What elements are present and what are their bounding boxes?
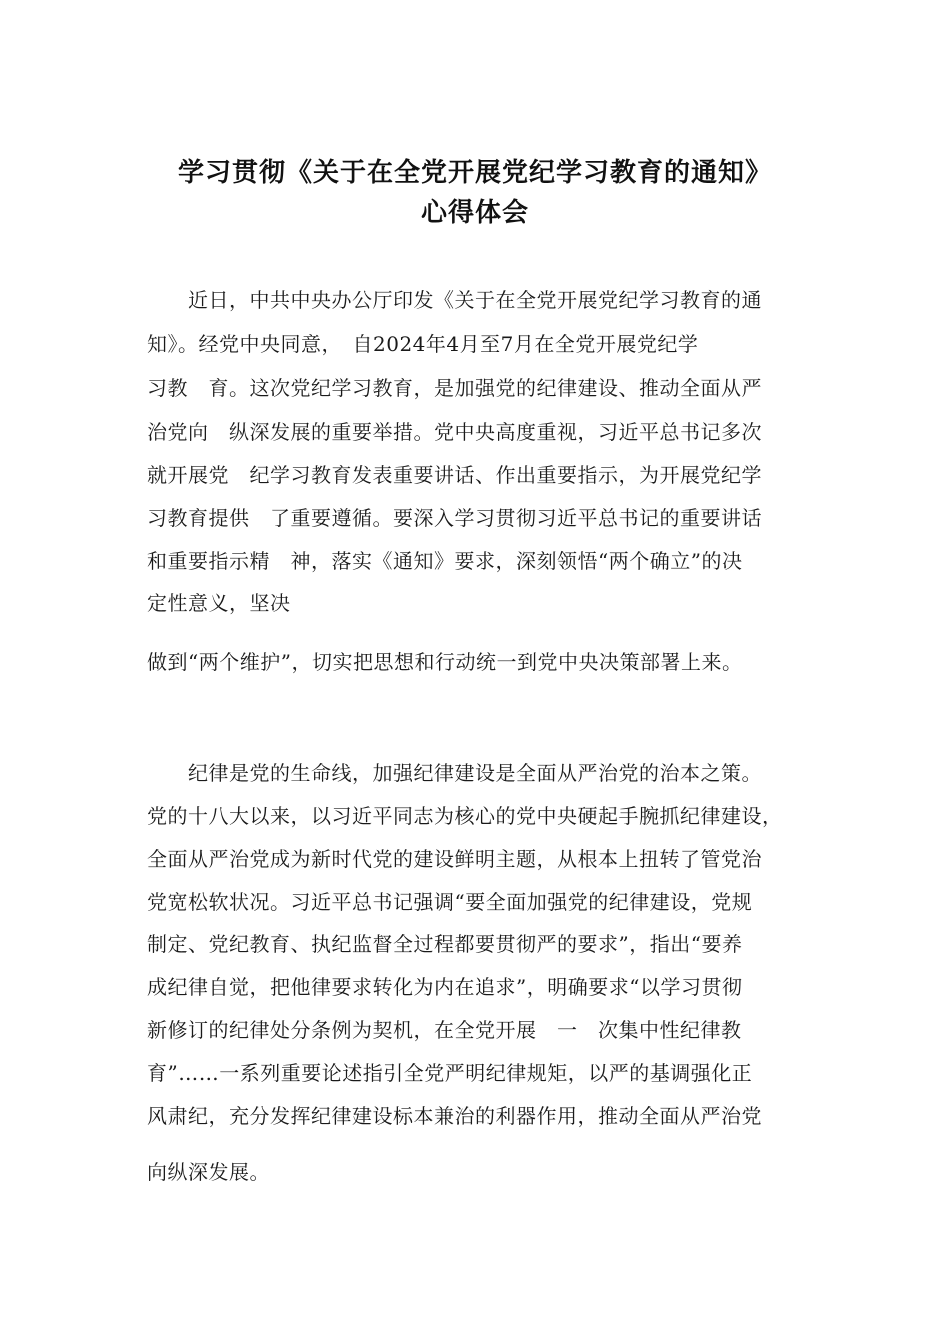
paragraph-line: 习教育提供 了重要遵循。要深入学习贯彻习近平总书记的重要讲话 <box>147 506 762 530</box>
paragraph-line: 定性意义，坚决 <box>147 591 291 615</box>
paragraph-line: 育”……一系列重要论述指引全党严明纪律规矩，以严的基调强化正 <box>147 1061 753 1085</box>
paragraph-line: 成纪律自觉，把他律要求转化为内在追求”，明确要求“以学习贯彻 <box>147 975 743 999</box>
document-title-line-1: 学习贯彻《关于在全党开展党纪学习教育的通知》 <box>177 158 772 188</box>
paragraph-line: 习教 育。这次党纪学习教育，是加强党的纪律建设、推动全面从严 <box>147 376 762 400</box>
paragraph-line: 向纵深发展。 <box>147 1160 270 1184</box>
paragraph-line: 风肃纪，充分发挥纪律建设标本兼治的利器作用，推动全面从严治党 <box>147 1104 762 1128</box>
paragraph-line: 制定、党纪教育、执纪监督全过程都要贯彻严的要求”，指出“要养 <box>147 932 743 956</box>
paragraph-line: 新修订的纪律处分条例为契机，在全党开展 一 次集中性纪律教 <box>147 1018 742 1042</box>
paragraph-line: 纪律是党的生命线，加强纪律建设是全面从严治党的治本之策。 <box>147 761 762 785</box>
paragraph-line: 党的十八大以来，以习近平同志为核心的党中央硬起手腕抓纪律建设， <box>147 804 783 828</box>
paragraph-line: 近日，中共中央办公厅印发《关于在全党开展党纪学习教育的通 <box>147 288 762 312</box>
paragraph-line: 和重要指示精 神，落实《通知》要求，深刻领悟“两个确立”的决 <box>147 549 743 573</box>
paragraph-line: 全面从严治党成为新时代党的建设鲜明主题，从根本上扭转了管党治 <box>147 847 762 871</box>
paragraph-line: 知》。经党中央同意， 自2024年4月至7月在全党开展党纪学 <box>147 332 699 356</box>
paragraph-line: 就开展党 纪学习教育发表重要讲话、作出重要指示，为开展党纪学 <box>147 463 762 487</box>
document-title-line-2: 心得体会 <box>420 198 529 228</box>
paragraph-line: 治党向 纵深发展的重要举措。党中央高度重视，习近平总书记多次 <box>147 420 762 444</box>
paragraph-line: 党宽松软状况。习近平总书记强调“要全面加强党的纪律建设，党规 <box>147 890 753 914</box>
paragraph-line: 做到“两个维护”，切实把思想和行动统一到党中央决策部署上来。 <box>147 650 743 674</box>
